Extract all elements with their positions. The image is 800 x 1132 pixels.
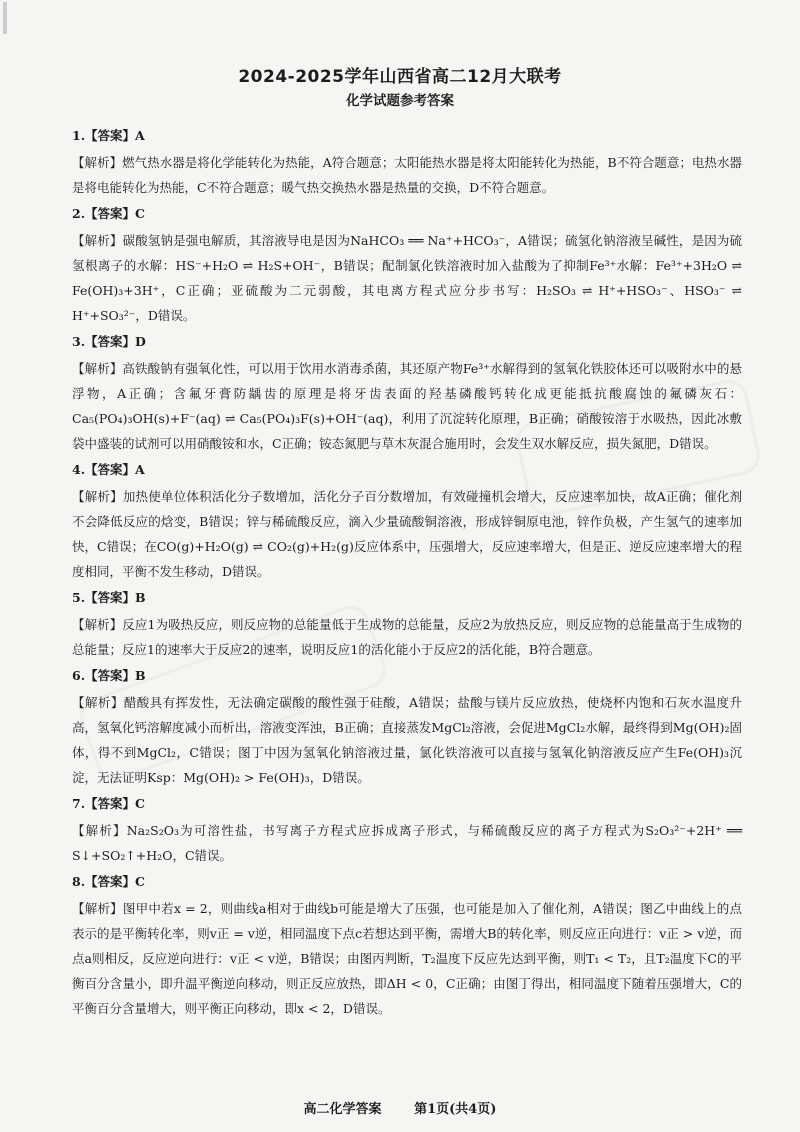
question-7 [72,794,742,868]
answer-line: 3.【答案】D [72,334,146,349]
question-2 [72,204,742,328]
explanation-text: 【解析】醋酸具有挥发性，无法确定碳酸的酸性强于硅酸，A错误；盐酸与镁片反应放热，使烧杯内饱和石灰水温度升高，氢氧化钙溶解度减小而析出，溶液变浑浊，B正确；直接蒸发MgCl₂溶液，会促进MgCl₂水解，最终得到Mg(OH)₂固体，得不到MgCl₂，C错误；图丁中因为氢氧化钠溶液过量，氯化铁溶液可以直接与氢氧化钠溶液反应产生Fe(OH)₃沉淀，无法证明Ksp：Mg(OH)₂ > Fe(OH)₃，D错误。 [72,695,742,785]
answer-line: 2.【答案】C [72,206,145,221]
answer-line: 4.【答案】A [72,462,145,477]
corner-mark [3,2,7,34]
question-6 [72,666,742,790]
explanation-text: 【解析】反应1为吸热反应，则反应物的总能量低于生成物的总能量，反应2为放热反应，则反应物的总能量高于生成物的总能量；反应1的速率大于反应2的速率，说明反应1的活化能小于反应2的活化能，B符合题意。 [72,617,742,657]
question-1 [72,126,742,200]
explanation-text: 【解析】图甲中若x = 2，则曲线a相对于曲线b可能是增大了压强，也可能是加入了催化剂，A错误；图乙中曲线上的点表示的是平衡转化率，则v正 = v逆，相同温度下点c若想达到平衡，需增大B的转化率，则反应正向进行：v正 > v逆，而点a则相反，反应逆向进行：v正 < v逆，B错误；由图丙判断，T₂温度下反应先达到平衡，则T₁ < T₂，且T₂温度下C的平衡百分含量小，即升温平衡逆向移动，则正反应放热，即ΔH < 0，C正确；由图丁得出，相同温度下随着压强增大，C的平衡百分含量增大，则平衡正向移动，即x < 2，D错误。 [72,901,742,1016]
question-8 [72,872,742,1021]
answer-list [72,126,742,1025]
answer-line: 5.【答案】B [72,590,146,605]
explanation-text: 【解析】碳酸氢钠是强电解质，其溶液导电是因为NaHCO₃ ══ Na⁺+HCO₃⁻，A错误；硫氢化钠溶液呈碱性，是因为硫氢根离子的水解：HS⁻+H₂O ⇌ H₂S+OH⁻，B错误；配制氯化铁溶液时加入盐酸为了抑制Fe³⁺水解：Fe³⁺+3H₂O ⇌ Fe(OH)₃+3H⁺，C正确；亚硫酸为二元弱酸，其电离方程式应分步书写：H₂SO₃ ⇌ H⁺+HSO₃⁻、HSO₃⁻ ⇌ H⁺+SO₃²⁻，D错误。 [72,233,742,323]
document-subtitle: 化学试题参考答案 [346,93,454,109]
footer-page-number: 第1页(共4页) [414,1102,497,1117]
question-4 [72,460,742,584]
explanation-text: 【解析】高铁酸钠有强氧化性，可以用于饮用水消毒杀菌，其还原产物Fe³⁺水解得到的氢氧化铁胶体还可以吸附水中的悬浮物，A正确；含氟牙膏防龋齿的原理是将牙齿表面的羟基磷酸钙转化成更能抵抗酸腐蚀的氟磷灰石：Ca₅(PO₄)₃OH(s)+F⁻(aq) ⇌ Ca₅(PO₄)₃F(s)+OH⁻(aq)，利用了沉淀转化原理，B正确；硝酸铵溶于水吸热，因此冰敷袋中盛装的试剂可以用硝酸铵和水，C正确；铵态氮肥与草木灰混合施用时，会发生双水解反应，损失氮肥，D错误。 [72,361,742,451]
answer-line: 1.【答案】A [72,128,145,143]
question-3 [72,332,742,456]
answer-line: 7.【答案】C [72,796,145,811]
explanation-text: 【解析】加热使单位体积活化分子数增加，活化分子百分数增加，有效碰撞机会增大，反应速率加快，故A正确；催化剂不会降低反应的焓变，B错误；锌与稀硫酸反应，滴入少量硫酸铜溶液，形成锌铜原电池，锌作负极，产生氢气的速率加快，C错误；在CO(g)+H₂O(g) ⇌ CO₂(g)+H₂(g)反应体系中，压强增大，反应速率增大，但是正、逆反应速率增大的程度相同，平衡不发生移动，D错误。 [72,489,742,579]
page-footer [0,1098,800,1117]
answer-line: 6.【答案】B [72,668,146,683]
question-5 [72,588,742,662]
document-title: 2024-2025学年山西省高二12月大联考 [238,67,562,87]
explanation-text: 【解析】燃气热水器是将化学能转化为热能，A符合题意；太阳能热水器是将太阳能转化为热能，B不符合题意；电热水器是将电能转化为热能，C不符合题意；暖气热交换热水器是热量的交换，D不符合题意。 [72,155,742,195]
footer-doc-name: 高二化学答案 [303,1102,382,1117]
explanation-text: 【解析】Na₂S₂O₃为可溶性盐，书写离子方程式应拆成离子形式，与稀硫酸反应的离子方程式为S₂O₃²⁻+2H⁺ ══ S↓+SO₂↑+H₂O，C错误。 [72,823,742,863]
answer-line: 8.【答案】C [72,874,145,889]
